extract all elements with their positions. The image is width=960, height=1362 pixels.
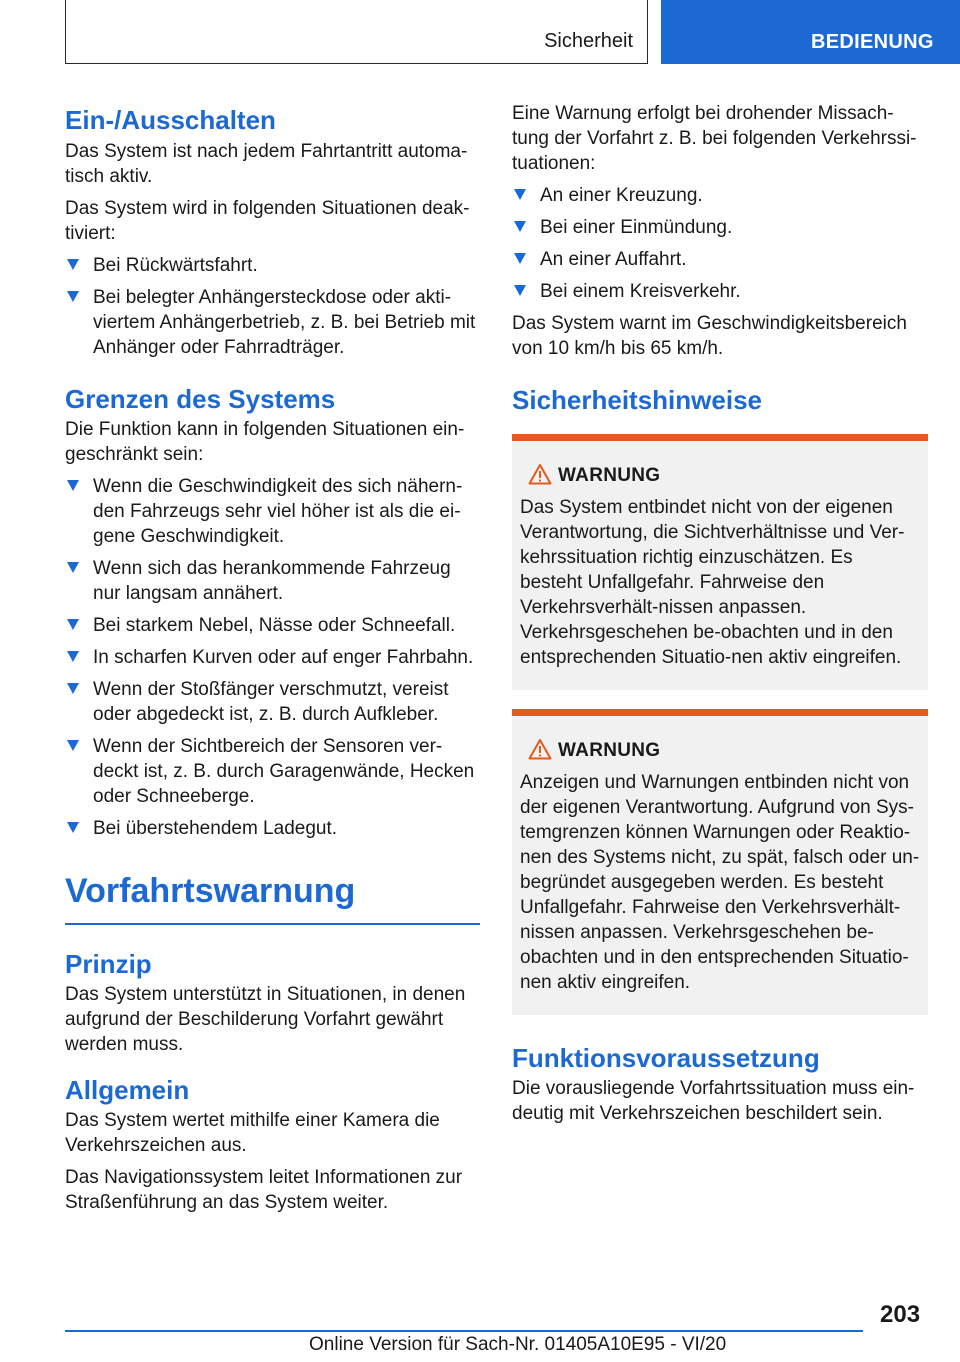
warning-header	[520, 463, 920, 491]
heading-grenzen: Grenzen des Systems	[65, 384, 336, 414]
list-item: Bei starkem Nebel, Nässe oder Schneefall.	[65, 613, 480, 638]
list-item: An einer Auffahrt.	[512, 247, 928, 272]
heading-sicherheit: Sicherheitshinweise	[512, 385, 762, 415]
triangle-bullet-icon	[514, 253, 526, 264]
warning-text: Anzeigen und Warnungen entbinden nicht von der eigenen Verantwortung. Aufgrund von Sys-temgrenzen können Warnungen oder Reaktio-nen des Systems nicht, zu spät, falsch oder un-begründet ausgegeben werden. Es besteht Unfallgefahr. Fahrweise den Verkehrsverhält-nissen anpassen. Verkehrsgeschehen be-obachten und in den entsprechenden Situatio-nen aktiv eingreifen.	[520, 772, 920, 993]
bullet-list	[65, 474, 480, 841]
footer-rule	[65, 1330, 863, 1332]
bullet-list	[65, 253, 480, 360]
header-section-title: Sicherheit	[544, 30, 633, 52]
paragraph: Das System warnt im Geschwindigkeitsbereich von 10 km/h bis 65 km/h.	[512, 313, 907, 359]
warning-box	[512, 434, 928, 690]
triangle-bullet-icon	[67, 740, 79, 751]
warning-header	[520, 738, 920, 766]
warning-triangle-icon	[528, 463, 552, 485]
heading-funktion: Funktionsvoraussetzung	[512, 1043, 820, 1073]
header-category-title: BEDIENUNG	[811, 31, 934, 53]
triangle-bullet-icon	[514, 221, 526, 232]
paragraph: Das System unterstützt in Situationen, in denen aufgrund der Beschilderung Vorfahrt gewährt werden muss.	[65, 984, 466, 1055]
heading-allgemein: Allgemein	[65, 1075, 190, 1105]
list-item: Bei einem Kreisverkehr.	[512, 279, 928, 304]
triangle-bullet-icon	[67, 480, 79, 491]
bullet-list	[512, 183, 928, 304]
triangle-bullet-icon	[67, 822, 79, 833]
list-item: Bei einer Einmündung.	[512, 215, 928, 240]
triangle-bullet-icon	[67, 683, 79, 694]
right-column	[512, 100, 928, 1126]
chapter-title: Vorfahrtswarnung	[65, 872, 356, 910]
list-item: Wenn der Stoßfänger verschmutzt, vereist oder abgedeckt ist, z. B. durch Aufkleber.	[65, 677, 480, 727]
list-item: In scharfen Kurven oder auf enger Fahrbahn.	[65, 645, 480, 670]
triangle-bullet-icon	[67, 291, 79, 302]
list-item: Wenn sich das herankommende Fahrzeug nur langsam annähert.	[65, 556, 480, 606]
heading-prinzip: Prinzip	[65, 949, 152, 979]
paragraph: Die Funktion kann in folgenden Situationen ein-geschränkt sein:	[65, 419, 465, 465]
paragraph: Das System wertet mithilfe einer Kamera die Verkehrszeichen aus.	[65, 1110, 440, 1156]
list-item: Bei Rückwärtsfahrt.	[65, 253, 480, 278]
triangle-bullet-icon	[514, 189, 526, 200]
triangle-bullet-icon	[67, 562, 79, 573]
left-column	[65, 100, 480, 1215]
page-number: 203	[880, 1301, 921, 1328]
list-item: Wenn die Geschwindigkeit des sich nähern-den Fahrzeugs sehr viel höher ist als die ei-gene Geschwindigkeit.	[65, 474, 480, 549]
heading-ein-aus: Ein-/Ausschalten	[65, 105, 276, 135]
list-item: An einer Kreuzung.	[512, 183, 928, 208]
triangle-bullet-icon	[67, 619, 79, 630]
warning-box	[512, 709, 928, 1015]
list-item: Wenn der Sichtbereich der Sensoren ver-deckt ist, z. B. durch Garagenwände, Hecken oder Schneeberge.	[65, 734, 480, 809]
paragraph: Das System wird in folgenden Situationen deak-tiviert:	[65, 198, 470, 244]
triangle-bullet-icon	[67, 259, 79, 270]
warning-label: WARNUNG	[558, 465, 661, 486]
footer-version-text: Online Version für Sach-Nr. 01405A10E95 - VI/20	[309, 1334, 727, 1355]
paragraph: Das System ist nach jedem Fahrtantritt automa-tisch aktiv.	[65, 141, 468, 187]
chapter-rule	[65, 923, 480, 925]
paragraph: Das Navigationssystem leitet Informationen zur Straßenführung an das System weiter.	[65, 1167, 463, 1213]
paragraph: Eine Warnung erfolgt bei drohender Missach-tung der Vorfahrt z. B. bei folgenden Verkehrssi-tuationen:	[512, 103, 917, 174]
header-category-tab	[661, 0, 960, 64]
header-section-box	[65, 0, 648, 64]
warning-label: WARNUNG	[558, 740, 661, 761]
triangle-bullet-icon	[514, 285, 526, 296]
list-item: Bei belegter Anhängersteckdose oder akti-viertem Anhängerbetrieb, z. B. bei Betrieb mit Anhänger oder Fahrradträger.	[65, 285, 480, 360]
warning-triangle-icon	[528, 738, 552, 760]
list-item: Bei überstehendem Ladegut.	[65, 816, 480, 841]
triangle-bullet-icon	[67, 651, 79, 662]
paragraph: Die vorausliegende Vorfahrtssituation muss ein-deutig mit Verkehrszeichen beschildert sein.	[512, 1078, 915, 1124]
warning-text: Das System entbindet nicht von der eigenen Verantwortung, die Sichtverhältnisse und Ver-kehrssituation richtig einzuschätzen. Es besteht Unfallgefahr. Fahrweise den Verkehrsverhält-nissen anpassen. Verkehrsgeschehen be-obachten und in den entsprechenden Situatio-nen aktiv eingreifen.	[520, 497, 905, 668]
